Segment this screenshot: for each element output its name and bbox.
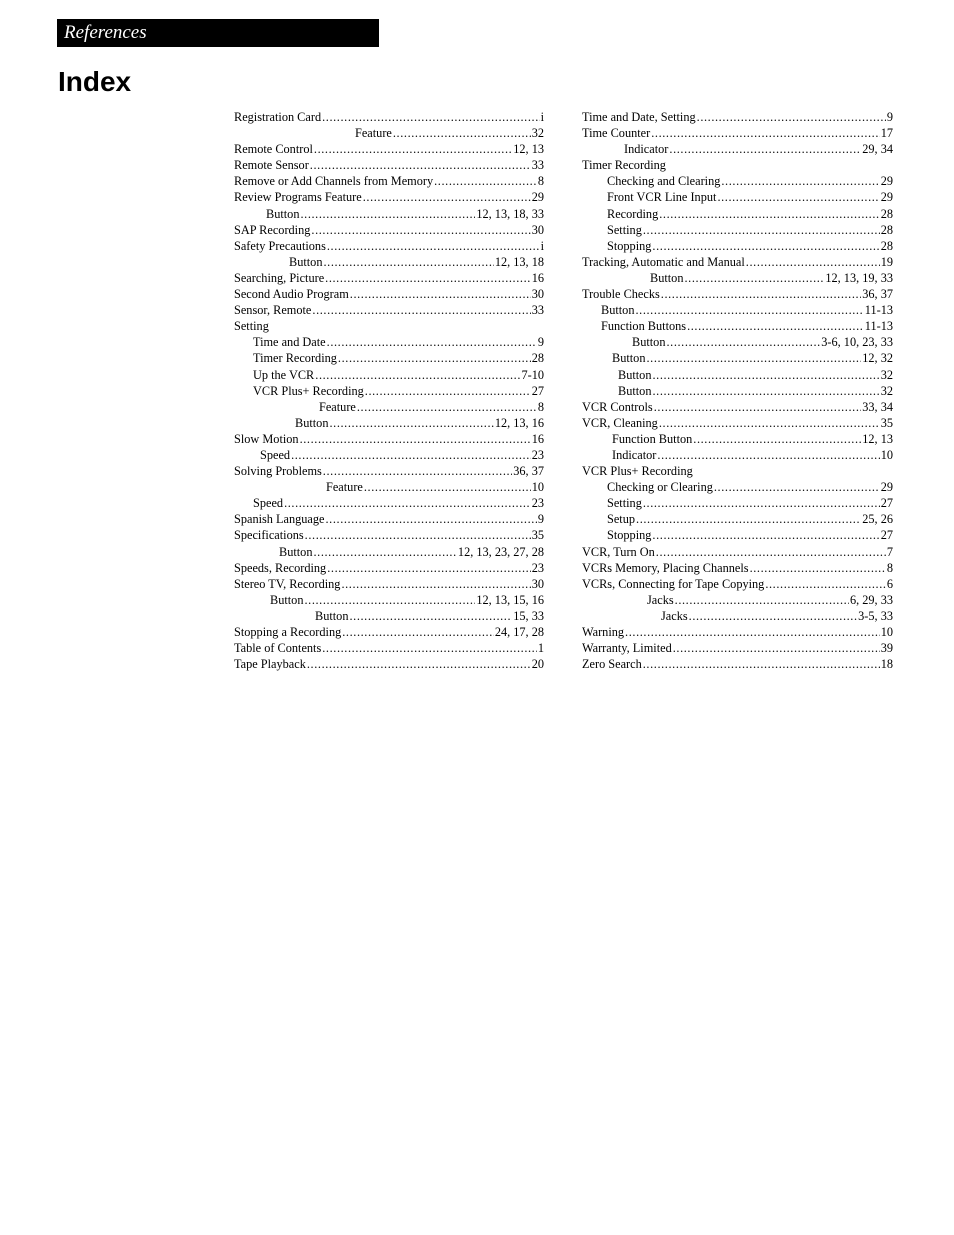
page-reference[interactable]: 27 [880,528,893,543]
index-entry [234,511,544,527]
index-term: Zero Search [582,657,642,672]
index-entry [582,254,893,270]
index-term: Time and Date, Setting [582,110,696,124]
index-entry [234,608,544,624]
page-reference[interactable]: 32 [531,126,544,141]
page-reference[interactable]: 3-6, 10, 23, 33 [821,335,893,350]
page-reference[interactable]: 20 [531,657,544,672]
dot-leader [687,320,864,332]
index-entry [234,383,544,399]
index-entry [582,238,893,254]
index-entry [582,560,893,576]
page-reference[interactable]: 8 [537,399,544,414]
index-entry [234,222,544,238]
index-entry [582,544,893,560]
dot-leader [659,417,880,429]
index-term: Recording [607,206,659,221]
index-entry [234,254,544,270]
index-entry [582,141,893,157]
index-entry [234,560,544,576]
index-entry [582,286,893,302]
page-reference[interactable]: 27 [531,383,544,398]
index-entry [582,109,893,125]
index-entry [582,206,893,222]
page-reference[interactable]: 12, 13, 15, 16 [476,592,544,607]
dot-leader [291,449,531,461]
index-entry [234,479,544,495]
dot-leader [673,642,880,654]
index-term: Speed [253,496,284,511]
dot-leader [646,352,861,364]
page-reference[interactable]: 29 [531,190,544,205]
index-entry [582,302,893,318]
index-term: Speed [260,447,291,462]
index-entry [582,270,893,286]
index-entry [234,286,544,302]
section-header-bar [57,19,379,47]
index-term: Speeds, Recording [234,560,327,575]
dot-leader [643,497,880,509]
page-reference[interactable]: 9 [537,335,544,350]
index-term: Registration Card [234,110,322,124]
index-entry [234,592,544,608]
dot-leader [338,352,531,364]
index-term: Tape Playback [234,657,306,672]
page-reference[interactable]: 28 [880,206,893,221]
page-reference[interactable]: 29 [880,190,893,205]
index-term: Slow Motion [234,431,299,446]
page-reference[interactable]: 30 [531,576,544,591]
index-entry [234,640,544,656]
dot-leader [357,401,537,413]
index-entry [582,383,893,399]
dot-leader [341,578,530,590]
page-reference[interactable]: 25, 26 [862,512,893,527]
dot-leader [300,433,531,445]
index-term: Button [601,303,635,318]
dot-leader [434,175,537,187]
dot-leader [721,175,879,187]
dot-leader [625,626,880,638]
dot-leader [636,513,861,525]
dot-leader [689,610,858,622]
page-reference[interactable]: 16 [531,270,544,285]
index-term: Button [632,335,666,350]
index-entry [582,479,893,495]
dot-leader [349,610,512,622]
page-reference[interactable]: 10 [880,625,893,639]
dot-leader [666,336,820,348]
page-reference[interactable]: 6 [886,576,893,591]
page-reference[interactable]: 28 [880,222,893,237]
index-term: VCR Plus+ Recording [582,464,693,479]
index-entry [234,302,544,318]
index-entry [582,656,893,672]
dot-leader [654,401,862,413]
page-reference[interactable]: 16 [531,431,544,446]
index-term: Feature [355,126,392,141]
index-entry [234,495,544,511]
page-reference[interactable]: 32 [880,383,893,398]
index-term: Warning [582,625,625,639]
page-reference[interactable]: 35 [880,415,893,430]
page-reference[interactable]: 23 [531,447,544,462]
dot-leader [322,642,537,654]
index-term: Sensor, Remote [234,303,312,318]
index-entry [582,189,893,205]
dot-leader [314,143,512,155]
index-term: VCR, Turn On [582,544,655,559]
index-entry [234,527,544,543]
index-term: Table of Contents [234,641,322,656]
index-term: Review Programs Feature [234,190,362,205]
index-term: Searching, Picture [234,270,325,285]
page-reference[interactable]: 12, 13, 18, 33 [476,206,544,221]
dot-leader [675,594,849,606]
dot-leader [327,240,540,252]
index-column-right [582,109,893,672]
index-entry [234,544,544,560]
page-reference[interactable]: 36, 37 [862,287,893,302]
index-entry [582,334,893,350]
index-entry [582,624,893,640]
index-entry [234,576,544,592]
dot-leader [313,546,456,558]
index-entry [582,511,893,527]
page-reference[interactable]: 28 [880,238,893,253]
dot-leader [323,465,512,477]
index-entry [234,238,544,254]
index-term: Time and Date [253,335,326,350]
dot-leader [363,191,531,203]
index-entry [582,318,893,334]
index-term: Time Counter [582,126,651,141]
index-term: Tracking, Automatic and Manual [582,254,745,269]
index-term: Feature [326,480,363,495]
index-term: Stopping a Recording [234,625,342,639]
dot-leader [643,224,880,236]
dot-leader [323,256,493,268]
index-entry [582,608,893,624]
index-term: Jacks [661,608,688,623]
index-entry [234,415,544,431]
page-reference[interactable]: 30 [531,287,544,302]
index-term: Spanish Language [234,512,325,527]
page-reference[interactable]: 23 [531,496,544,511]
index-term: Button [266,206,300,221]
page-reference[interactable]: i [540,238,544,253]
page-reference[interactable]: i [540,110,544,124]
page-reference[interactable]: 33, 34 [862,399,893,414]
page-reference[interactable]: 12, 32 [862,351,893,366]
dot-leader [350,288,531,300]
index-term: Stopping [607,528,652,543]
index-entry [234,367,544,383]
index-entry [234,463,544,479]
index-term: Stopping [607,238,652,253]
index-term: Setting [234,319,269,334]
index-term: Button [315,608,349,623]
index-term: VCRs Memory, Placing Channels [582,560,749,575]
index-term: Button [612,351,646,366]
dot-leader [652,369,879,381]
page-reference[interactable]: 9 [886,110,893,124]
dot-leader [693,433,861,445]
dot-leader [657,449,879,461]
page-reference[interactable]: 27 [880,496,893,511]
index-term: Indicator [612,447,657,462]
dot-leader [364,481,531,493]
index-term: Indicator [624,142,669,157]
index-entry [582,415,893,431]
dot-leader [327,336,537,348]
page-reference[interactable]: 29, 34 [862,142,893,157]
index-term: Button [650,270,684,285]
index-entry [234,157,544,173]
page-reference[interactable]: 29 [880,174,893,189]
page-reference[interactable]: 7 [886,544,893,559]
dot-leader [684,272,824,284]
index-term: Trouble Checks [582,287,660,302]
index-entry [582,447,893,463]
index-term: Remote Sensor [234,158,309,173]
index-term: Front VCR Line Input [607,190,717,205]
index-term: Setup [607,512,636,527]
index-term: Button [289,254,323,269]
index-entry [582,463,893,479]
index-term: Button [279,544,313,559]
index-entry [234,447,544,463]
index-term: Function Button [612,431,693,446]
dot-leader [326,513,537,525]
page-reference[interactable]: 11-13 [864,303,893,318]
dot-leader [717,191,879,203]
index-term: VCRs, Connecting for Tape Copying [582,576,765,591]
index-term: Timer Recording [253,351,337,366]
page-reference[interactable]: 6, 29, 33 [849,592,893,607]
index-entry [234,189,544,205]
page-reference[interactable]: 10 [531,480,544,495]
dot-leader [305,529,531,541]
dot-leader [635,304,863,316]
index-term: Button [270,592,304,607]
index-term: Solving Problems [234,464,322,479]
dot-leader [325,272,531,284]
section-title: References [64,22,147,43]
dot-leader [311,224,530,236]
page-reference[interactable]: 9 [537,512,544,527]
index-term: Timer Recording [582,158,666,173]
index-term: Up the VCR [253,367,315,382]
page-reference[interactable]: 30 [531,222,544,237]
page-reference[interactable]: 35 [531,528,544,543]
dot-leader [765,578,886,590]
index-term: Function Buttons [601,319,687,334]
page-reference[interactable]: 8 [886,560,893,575]
page-reference[interactable]: 28 [531,351,544,366]
dot-leader [643,658,880,670]
index-term: Remove or Add Channels from Memory [234,174,434,189]
dot-leader [342,626,494,638]
dot-leader [651,127,879,139]
dot-leader [322,111,539,123]
index-term: Checking or Clearing [607,480,713,495]
index-column-left [234,109,544,672]
index-entry [582,399,893,415]
dot-leader [669,143,861,155]
index-term: Setting [607,496,642,511]
page-reference[interactable]: 17 [880,126,893,141]
index-entry [582,592,893,608]
index-entry [234,624,544,640]
index-entry [582,222,893,238]
index-entry [234,141,544,157]
index-entry [582,576,893,592]
index-term: VCR Plus+ Recording [253,383,364,398]
dot-leader [304,594,475,606]
index-entry [234,350,544,366]
page-reference[interactable]: 12, 13, 19, 33 [825,270,893,285]
page-reference[interactable]: 15, 33 [513,608,544,623]
index-term: Safety Precautions [234,238,326,253]
index-entry [582,125,893,141]
dot-leader [652,385,879,397]
page-reference[interactable]: 18 [880,657,893,672]
page-reference[interactable]: 23 [531,560,544,575]
page-reference[interactable]: 12, 13, 16 [494,415,544,430]
index-entry [234,431,544,447]
dot-leader [312,304,530,316]
dot-leader [329,417,493,429]
index-term: Remote Control [234,142,313,157]
index-entry [234,334,544,350]
dot-leader [327,562,530,574]
index-entry [234,109,544,125]
index-term: VCR, Cleaning [582,415,658,430]
page-reference[interactable]: 10 [880,447,893,462]
page-reference[interactable]: 12, 13, 18 [494,254,544,269]
index-term: Warranty, Limited [582,641,672,656]
index-entry [234,173,544,189]
page-reference[interactable]: 12, 13 [513,142,544,157]
index-entry [582,157,893,173]
index-entry [234,270,544,286]
index-term: Button [295,415,329,430]
index-term: Specifications [234,528,304,543]
dot-leader [307,658,531,670]
page-reference[interactable]: 8 [537,174,544,189]
page-reference[interactable]: 19 [880,254,893,269]
index-term: Button [618,367,652,382]
index-term: Setting [607,222,642,237]
dot-leader [659,208,879,220]
index-entry [582,367,893,383]
index-entry [582,173,893,189]
index-term: Second Audio Program [234,287,349,302]
dot-leader [652,240,879,252]
dot-leader [746,256,880,268]
page-reference[interactable]: 12, 13, 23, 27, 28 [457,544,544,559]
dot-leader [652,529,879,541]
dot-leader [714,481,880,493]
dot-leader [393,127,531,139]
index-entry [582,431,893,447]
dot-leader [365,385,531,397]
index-term: Feature [319,399,356,414]
page-title: Index [58,66,132,97]
page-reference[interactable]: 36, 37 [513,464,544,479]
index-entry [234,318,544,334]
dot-leader [315,369,520,381]
page-reference[interactable]: 12, 13 [862,431,893,446]
index-entry [582,495,893,511]
page-reference[interactable]: 11-13 [864,319,893,334]
index-entry [582,640,893,656]
dot-leader [310,159,531,171]
index-term: Jacks [647,592,674,607]
index-entry [582,527,893,543]
page-reference[interactable]: 33 [531,158,544,173]
index-term: Button [618,383,652,398]
page-reference[interactable]: 33 [531,303,544,318]
page-reference[interactable]: 24, 17, 28 [494,625,544,639]
dot-leader [750,562,886,574]
page-reference[interactable]: 39 [880,641,893,656]
index-term: Stereo TV, Recording [234,576,341,591]
dot-leader [656,546,886,558]
index-term: SAP Recording [234,222,311,237]
page-reference[interactable]: 3-5, 33 [858,608,893,623]
dot-leader [284,497,531,509]
index-entry [234,656,544,672]
dot-leader [300,208,475,220]
dot-leader [697,111,886,123]
index-entry [234,399,544,415]
page-reference[interactable]: 7-10 [521,367,544,382]
index-term: Checking and Clearing [607,174,721,189]
index-entry [234,206,544,222]
index-term: VCR Controls [582,399,653,414]
page-reference[interactable]: 29 [880,480,893,495]
index-entry [582,350,893,366]
page-reference[interactable]: 1 [537,641,544,656]
dot-leader [661,288,861,300]
index-entry [234,125,544,141]
page-reference[interactable]: 32 [880,367,893,382]
